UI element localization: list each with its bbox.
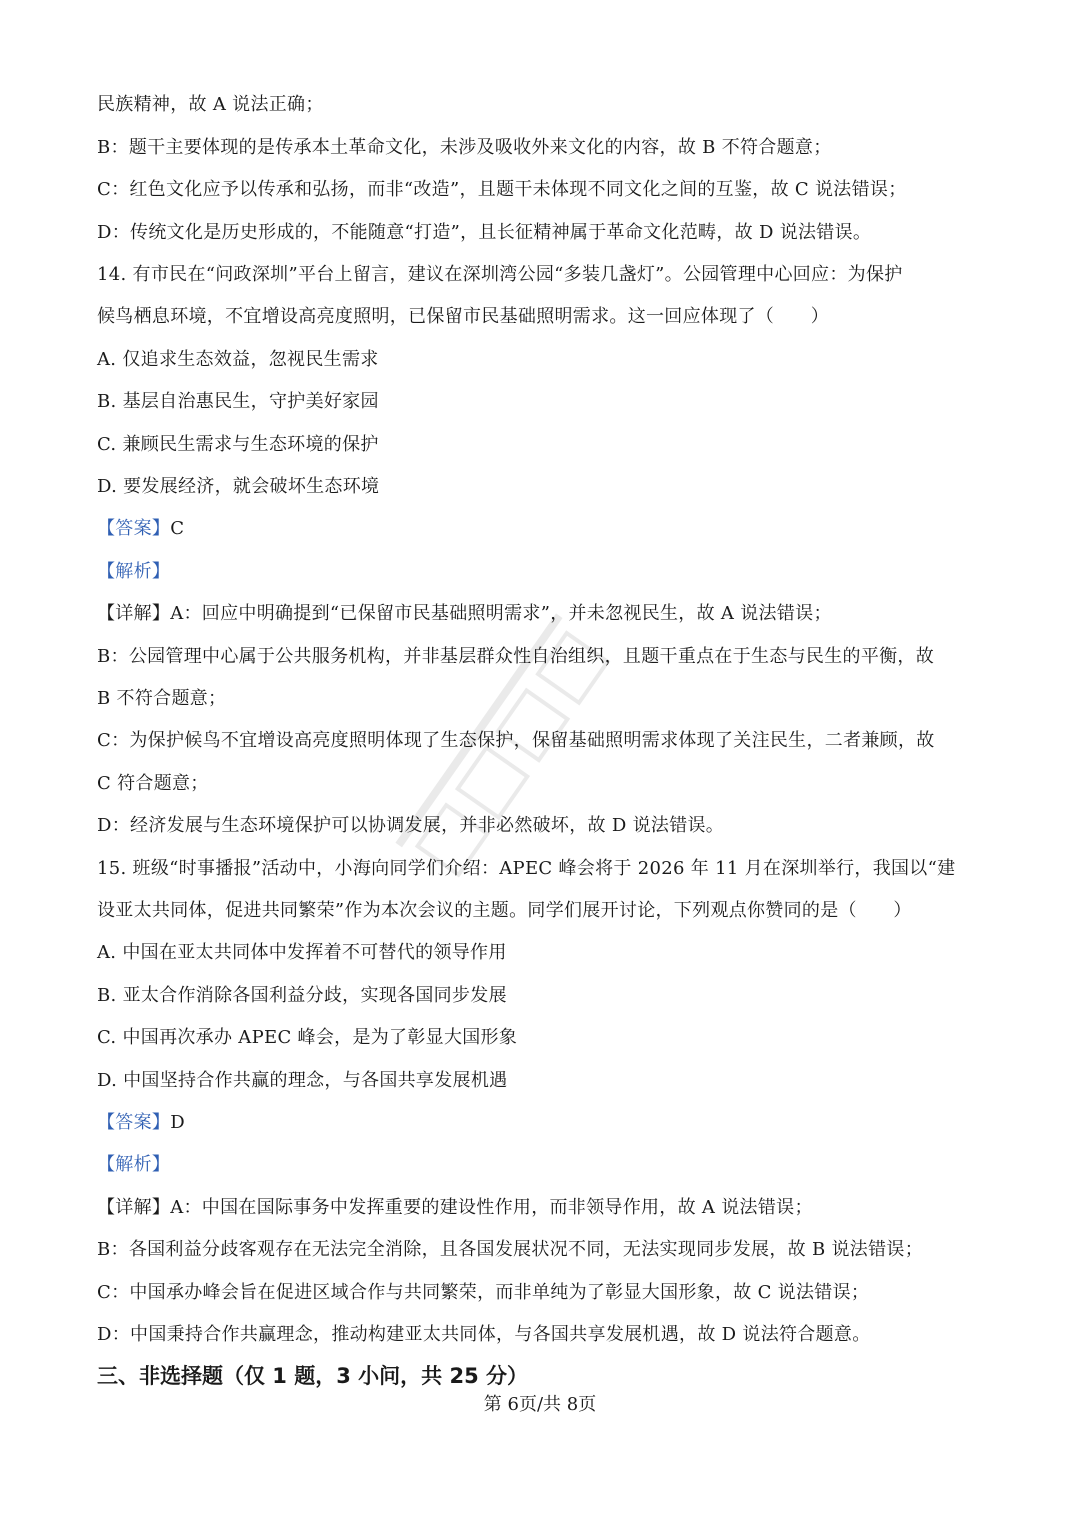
question-14-option-d: D. 要发展经济，就会破坏生态环境 <box>97 476 380 497</box>
question-14-option-b: B. 基层自治惠民生，守护美好家园 <box>97 391 379 412</box>
text-line: D：传统文化是历史形成的，不能随意“打造”，且长征精神属于革命文化范畴，故 D 说法错误。 <box>97 222 872 243</box>
question-14-answer <box>97 517 987 541</box>
question-14-stem: 14. 有市民在“问政深圳”平台上留言，建议在深圳湾公园“多装几盏灯”。公园管理中心回应：为保护 <box>97 264 903 285</box>
question-15-detail-c: C：中国承办峰会旨在促进区域合作与共同繁荣，而非单纯为了彰显大国形象，故 C 说法错误； <box>97 1282 870 1303</box>
question-14-detail-c: C：为保护候鸟不宜增设高亮度照明体现了生态保护，保留基础照明需求体现了关注民生，二者兼顾，故 <box>97 730 935 751</box>
answer-tag: 【答案】 <box>97 1112 171 1133</box>
question-15-option-c: C. 中国再次承办 APEC 峰会，是为了彰显大国形象 <box>97 1027 518 1048</box>
detail-text: A：中国在国际事务中发挥重要的建设性作用，而非领导作用，故 A 说法错误； <box>170 1197 813 1218</box>
section-title: 三、非选择题（仅 1 题，3 小问，共 25 分） <box>97 1364 529 1388</box>
question-15-option-a: A. 中国在亚太共同体中发挥着不可替代的领导作用 <box>97 942 507 963</box>
question-14-option-a: A. 仅追求生态效益，忽视民生需求 <box>97 349 379 370</box>
detail-text: A：回应中明确提到“已保留市民基础照明需求”，并未忽视民生，故 A 说法错误； <box>170 603 832 624</box>
question-14-detail-d: D：经济发展与生态环境保护可以协调发展，并非必然破坏，故 D 说法错误。 <box>97 815 725 836</box>
question-15-stem: 15. 班级“时事播报”活动中，小海向同学们介绍：APEC 峰会将于 2026 年 11 月在深圳举行，我国以“建 <box>97 858 956 879</box>
question-14-analysis <box>97 560 987 584</box>
detail-tag: 【详解】 <box>97 1197 171 1218</box>
question-15-option-b: B. 亚太合作消除各国利益分歧，实现各国同步发展 <box>97 985 507 1006</box>
question-14-option-c: C. 兼顾民生需求与生态环境的保护 <box>97 434 379 455</box>
answer-value: D <box>170 1112 185 1133</box>
answer-tag: 【答案】 <box>97 518 171 539</box>
text-line: 民族精神，故 A 说法正确； <box>97 94 324 115</box>
question-15-detail-d: D：中国秉持合作共赢理念，推动构建亚太共同体，与各国共享发展机遇，故 D 说法符合题意。 <box>97 1324 871 1345</box>
detail-tag: 【详解】 <box>97 603 171 624</box>
question-15-option-d: D. 中国坚持合作共赢的理念，与各国共享发展机遇 <box>97 1070 508 1091</box>
question-15-detail-b: B：各国利益分歧客观存在无法完全消除，且各国发展状况不同，无法实现同步发展，故 B 说法错误； <box>97 1239 923 1260</box>
analysis-tag: 【解析】 <box>97 561 171 582</box>
text-line: C：红色文化应予以传承和弘扬，而非“改造”，且题干未体现不同文化之间的互鉴，故 C 说法错误； <box>97 179 907 200</box>
analysis-tag: 【解析】 <box>97 1154 171 1175</box>
answer-value: C <box>170 518 185 539</box>
question-14-detail-b: B：公园管理中心属于公共服务机构，并非基层群众性自治组织，且题干重点在于生态与民生的平衡，故 <box>97 646 935 667</box>
question-15-answer <box>97 1111 987 1135</box>
text-line: B：题干主要体现的是传承本土革命文化，未涉及吸收外来文化的内容，故 B 不符合题意； <box>97 137 832 158</box>
question-14-detail-a <box>97 602 987 626</box>
question-15-analysis <box>97 1153 987 1177</box>
page-number: 第 6页/共 8页 <box>483 1394 597 1415</box>
question-14-detail-b: B 不符合题意； <box>97 688 227 709</box>
question-15-detail-a <box>97 1196 987 1220</box>
question-14-stem: 候鸟栖息环境，不宜增设高亮度照明，已保留市民基础照明需求。这一回应体现了（ ） <box>97 306 829 327</box>
question-15-stem: 设亚太共同体，促进共同繁荣”作为本次会议的主题。同学们展开讨论，下列观点你赞同的是（ ） <box>97 900 912 921</box>
question-14-detail-c: C 符合题意； <box>97 773 209 794</box>
